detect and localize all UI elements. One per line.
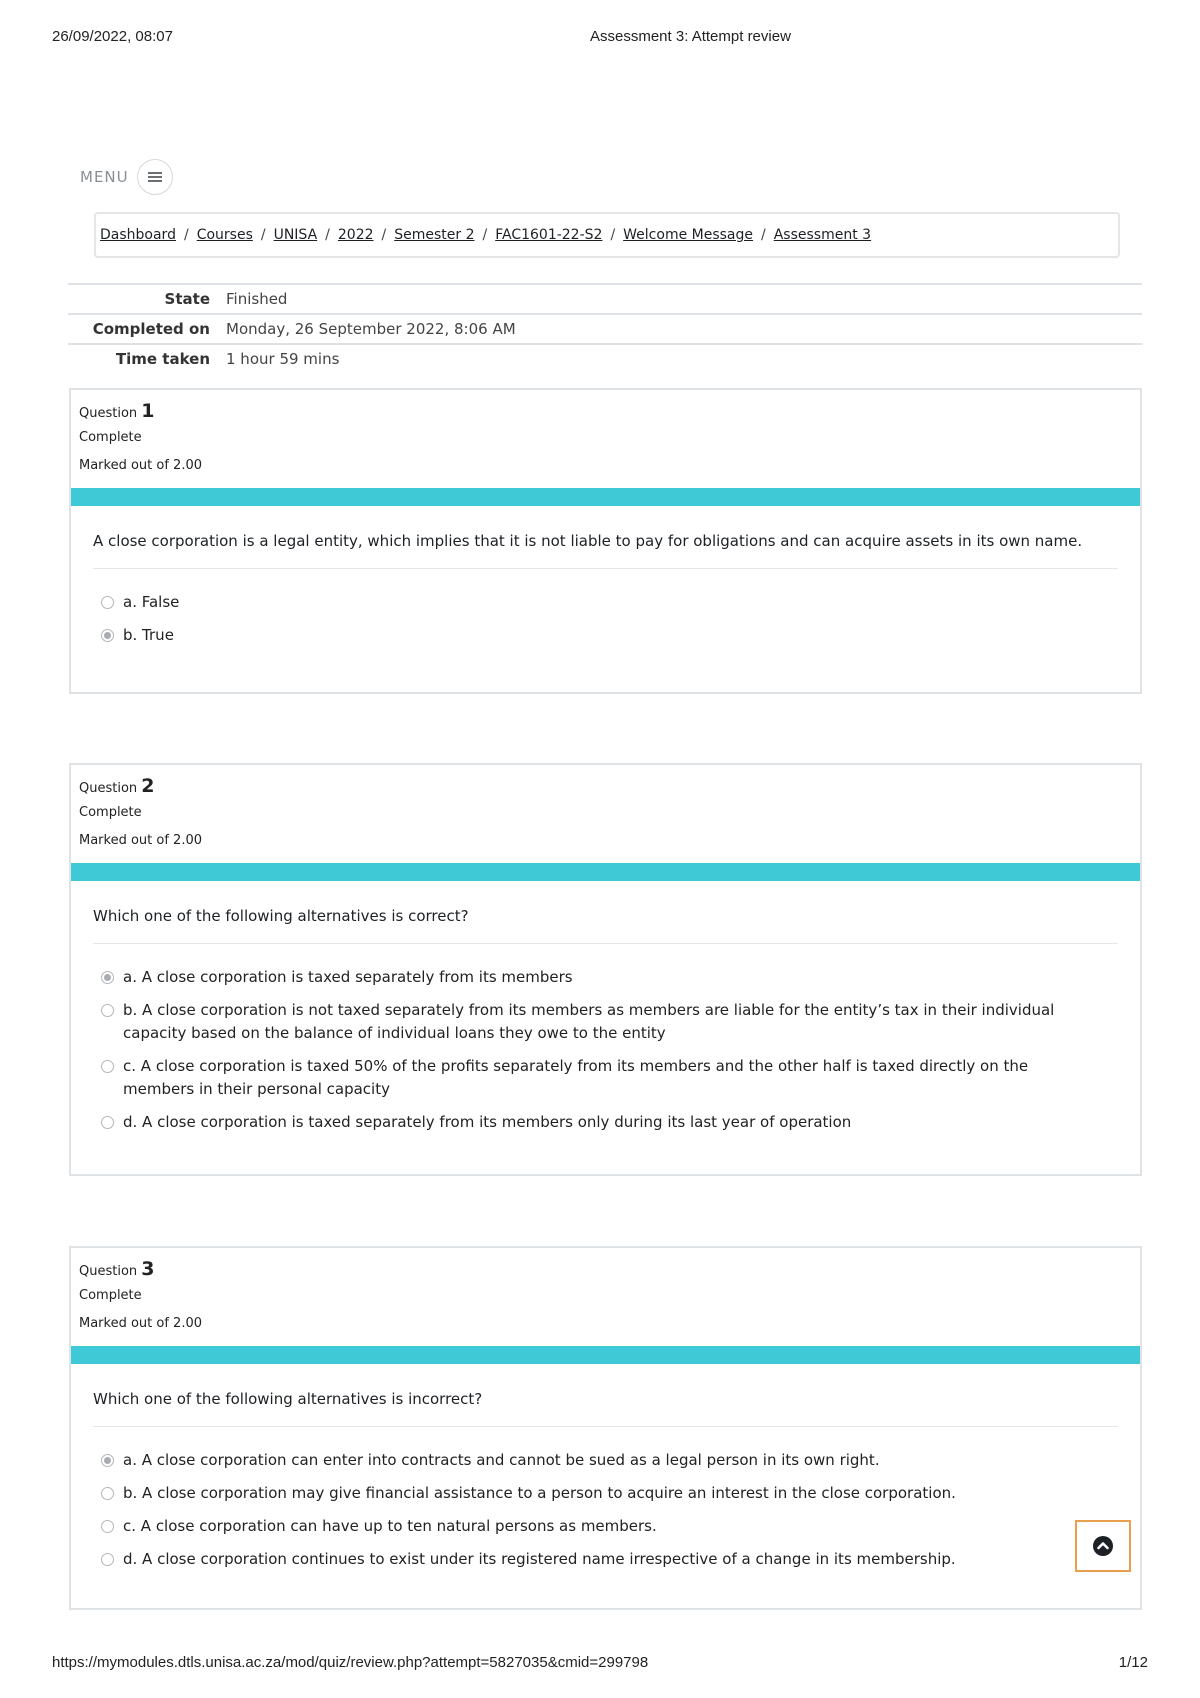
answer-options <box>93 1427 1118 1601</box>
question-1 <box>69 388 1142 694</box>
answer-option[interactable] <box>101 966 1118 989</box>
breadcrumb-separator: / <box>325 227 330 243</box>
summary-row-state <box>68 283 1142 313</box>
breadcrumb-separator: / <box>761 227 766 243</box>
answer-text: b. A close corporation is not taxed separately from its members as members are liable for the entity’s tax in their individual capacity based on the balance of individual loans they owe to the entity <box>123 1001 1055 1042</box>
radio-button[interactable] <box>101 1116 114 1129</box>
question-label: Question <box>79 406 138 421</box>
radio-button[interactable] <box>101 1060 114 1073</box>
answer-text: b. True <box>123 626 174 644</box>
breadcrumb-separator: / <box>381 227 387 243</box>
answer-option[interactable] <box>101 1548 1118 1571</box>
question-content <box>71 881 1140 1164</box>
print-title: Assessment 3: Attempt review <box>590 28 791 45</box>
question-text: A close corporation is a legal entity, which implies that it is not liable to pay for obligations and can acquire assets in its own name. <box>93 506 1118 569</box>
radio-button[interactable] <box>101 1004 114 1017</box>
breadcrumb-welcome-message[interactable]: Welcome Message <box>623 227 754 243</box>
question-state: Complete <box>79 430 142 445</box>
answer-text: d. A close corporation is taxed separately from its members only during its last year of operation <box>123 1113 852 1131</box>
question-number <box>79 775 1140 799</box>
question-text: Which one of the following alternatives is correct? <box>93 881 1118 944</box>
answer-option[interactable] <box>101 1055 1118 1101</box>
summary-key: Completed on <box>92 320 210 338</box>
question-accent-bar <box>71 863 1140 881</box>
answer-text: c. A close corporation can have up to ten natural persons as members. <box>123 1517 657 1535</box>
radio-button-selected[interactable] <box>101 971 114 984</box>
question-info <box>71 1248 1140 1336</box>
arrow-up-circle-icon <box>1092 1535 1114 1557</box>
answer-option[interactable] <box>101 1449 1118 1472</box>
question-3 <box>69 1246 1142 1610</box>
question-marks: Marked out of 2.00 <box>79 1316 203 1331</box>
breadcrumb-courses[interactable]: Courses <box>196 227 253 243</box>
answer-text: a. False <box>123 593 180 611</box>
radio-button-selected[interactable] <box>101 629 114 642</box>
print-header <box>52 28 1148 48</box>
attempt-summary <box>68 283 1142 373</box>
radio-button[interactable] <box>101 1553 114 1566</box>
print-footer <box>52 1654 1148 1674</box>
question-number-value: 3 <box>141 1258 155 1280</box>
summary-value: 1 hour 59 mins <box>226 350 340 368</box>
scroll-to-top-button[interactable] <box>1075 1520 1131 1572</box>
hamburger-icon <box>148 172 162 182</box>
answer-option[interactable] <box>101 1482 1118 1505</box>
print-page-number: 1/12 <box>1118 1654 1148 1671</box>
breadcrumb-separator: / <box>610 227 616 243</box>
question-label: Question <box>79 1264 138 1279</box>
breadcrumb-separator: / <box>260 227 266 243</box>
question-content <box>71 1364 1140 1601</box>
radio-button-selected[interactable] <box>101 1454 114 1467</box>
question-state: Complete <box>79 805 142 820</box>
question-accent-bar <box>71 488 1140 506</box>
summary-row-time-taken <box>68 343 1142 373</box>
summary-value: Monday, 26 September 2022, 8:06 AM <box>226 320 516 338</box>
answer-text: a. A close corporation is taxed separately from its members <box>123 968 573 986</box>
answer-text: c. A close corporation is taxed 50% of the profits separately from its members and the other half is taxed directly on the members in their personal capacity <box>123 1057 1029 1098</box>
summary-row-completed-on <box>68 313 1142 343</box>
question-label: Question <box>79 781 138 796</box>
question-marks: Marked out of 2.00 <box>79 458 203 473</box>
answer-option[interactable] <box>101 999 1118 1045</box>
radio-button[interactable] <box>101 1487 114 1500</box>
answer-text: d. A close corporation continues to exist under its registered name irrespective of a change in its membership. <box>123 1550 956 1568</box>
print-datetime: 26/09/2022, 08:07 <box>52 28 173 45</box>
question-content <box>71 506 1140 677</box>
breadcrumb-unisa[interactable]: UNISA <box>273 227 318 243</box>
breadcrumb-separator: / <box>482 227 488 243</box>
answer-option[interactable] <box>101 624 1118 647</box>
answer-option[interactable] <box>101 1515 1118 1538</box>
answer-options <box>93 569 1118 677</box>
radio-button[interactable] <box>101 1520 114 1533</box>
answer-option[interactable] <box>101 591 1118 614</box>
summary-key: State <box>164 290 210 308</box>
breadcrumb-semester[interactable]: Semester 2 <box>394 227 475 243</box>
breadcrumb-module[interactable]: FAC1601-22-S2 <box>495 227 603 243</box>
answer-text: b. A close corporation may give financial assistance to a person to acquire an interest in the close corporation. <box>123 1484 956 1502</box>
question-number <box>79 400 1140 424</box>
summary-value: Finished <box>226 290 288 308</box>
breadcrumb-dashboard[interactable]: Dashboard <box>100 227 176 243</box>
answer-text: a. A close corporation can enter into contracts and cannot be sued as a legal person in its own right. <box>123 1451 880 1469</box>
question-state: Complete <box>79 1288 142 1303</box>
breadcrumb-year[interactable]: 2022 <box>337 227 374 243</box>
question-text: Which one of the following alternatives is incorrect? <box>93 1364 1118 1427</box>
question-accent-bar <box>71 1346 1140 1364</box>
question-marks: Marked out of 2.00 <box>79 833 203 848</box>
breadcrumb-separator: / <box>183 227 189 243</box>
print-url: https://mymodules.dtls.unisa.ac.za/mod/quiz/review.php?attempt=5827035&cmid=299798 <box>52 1654 649 1671</box>
question-info <box>71 765 1140 853</box>
answer-option[interactable] <box>101 1111 1118 1134</box>
menu-button[interactable] <box>137 159 173 195</box>
radio-button[interactable] <box>101 596 114 609</box>
question-number-value: 1 <box>141 400 155 422</box>
breadcrumb <box>94 212 1120 258</box>
menu-toggle[interactable] <box>80 158 173 196</box>
question-number-value: 2 <box>141 775 155 797</box>
question-2 <box>69 763 1142 1176</box>
question-number <box>79 1258 1140 1282</box>
question-info <box>71 390 1140 478</box>
breadcrumb-assessment[interactable]: Assessment 3 <box>773 227 872 243</box>
menu-label: MENU <box>80 168 129 186</box>
answer-options <box>93 944 1118 1164</box>
summary-key: Time taken <box>115 350 210 368</box>
